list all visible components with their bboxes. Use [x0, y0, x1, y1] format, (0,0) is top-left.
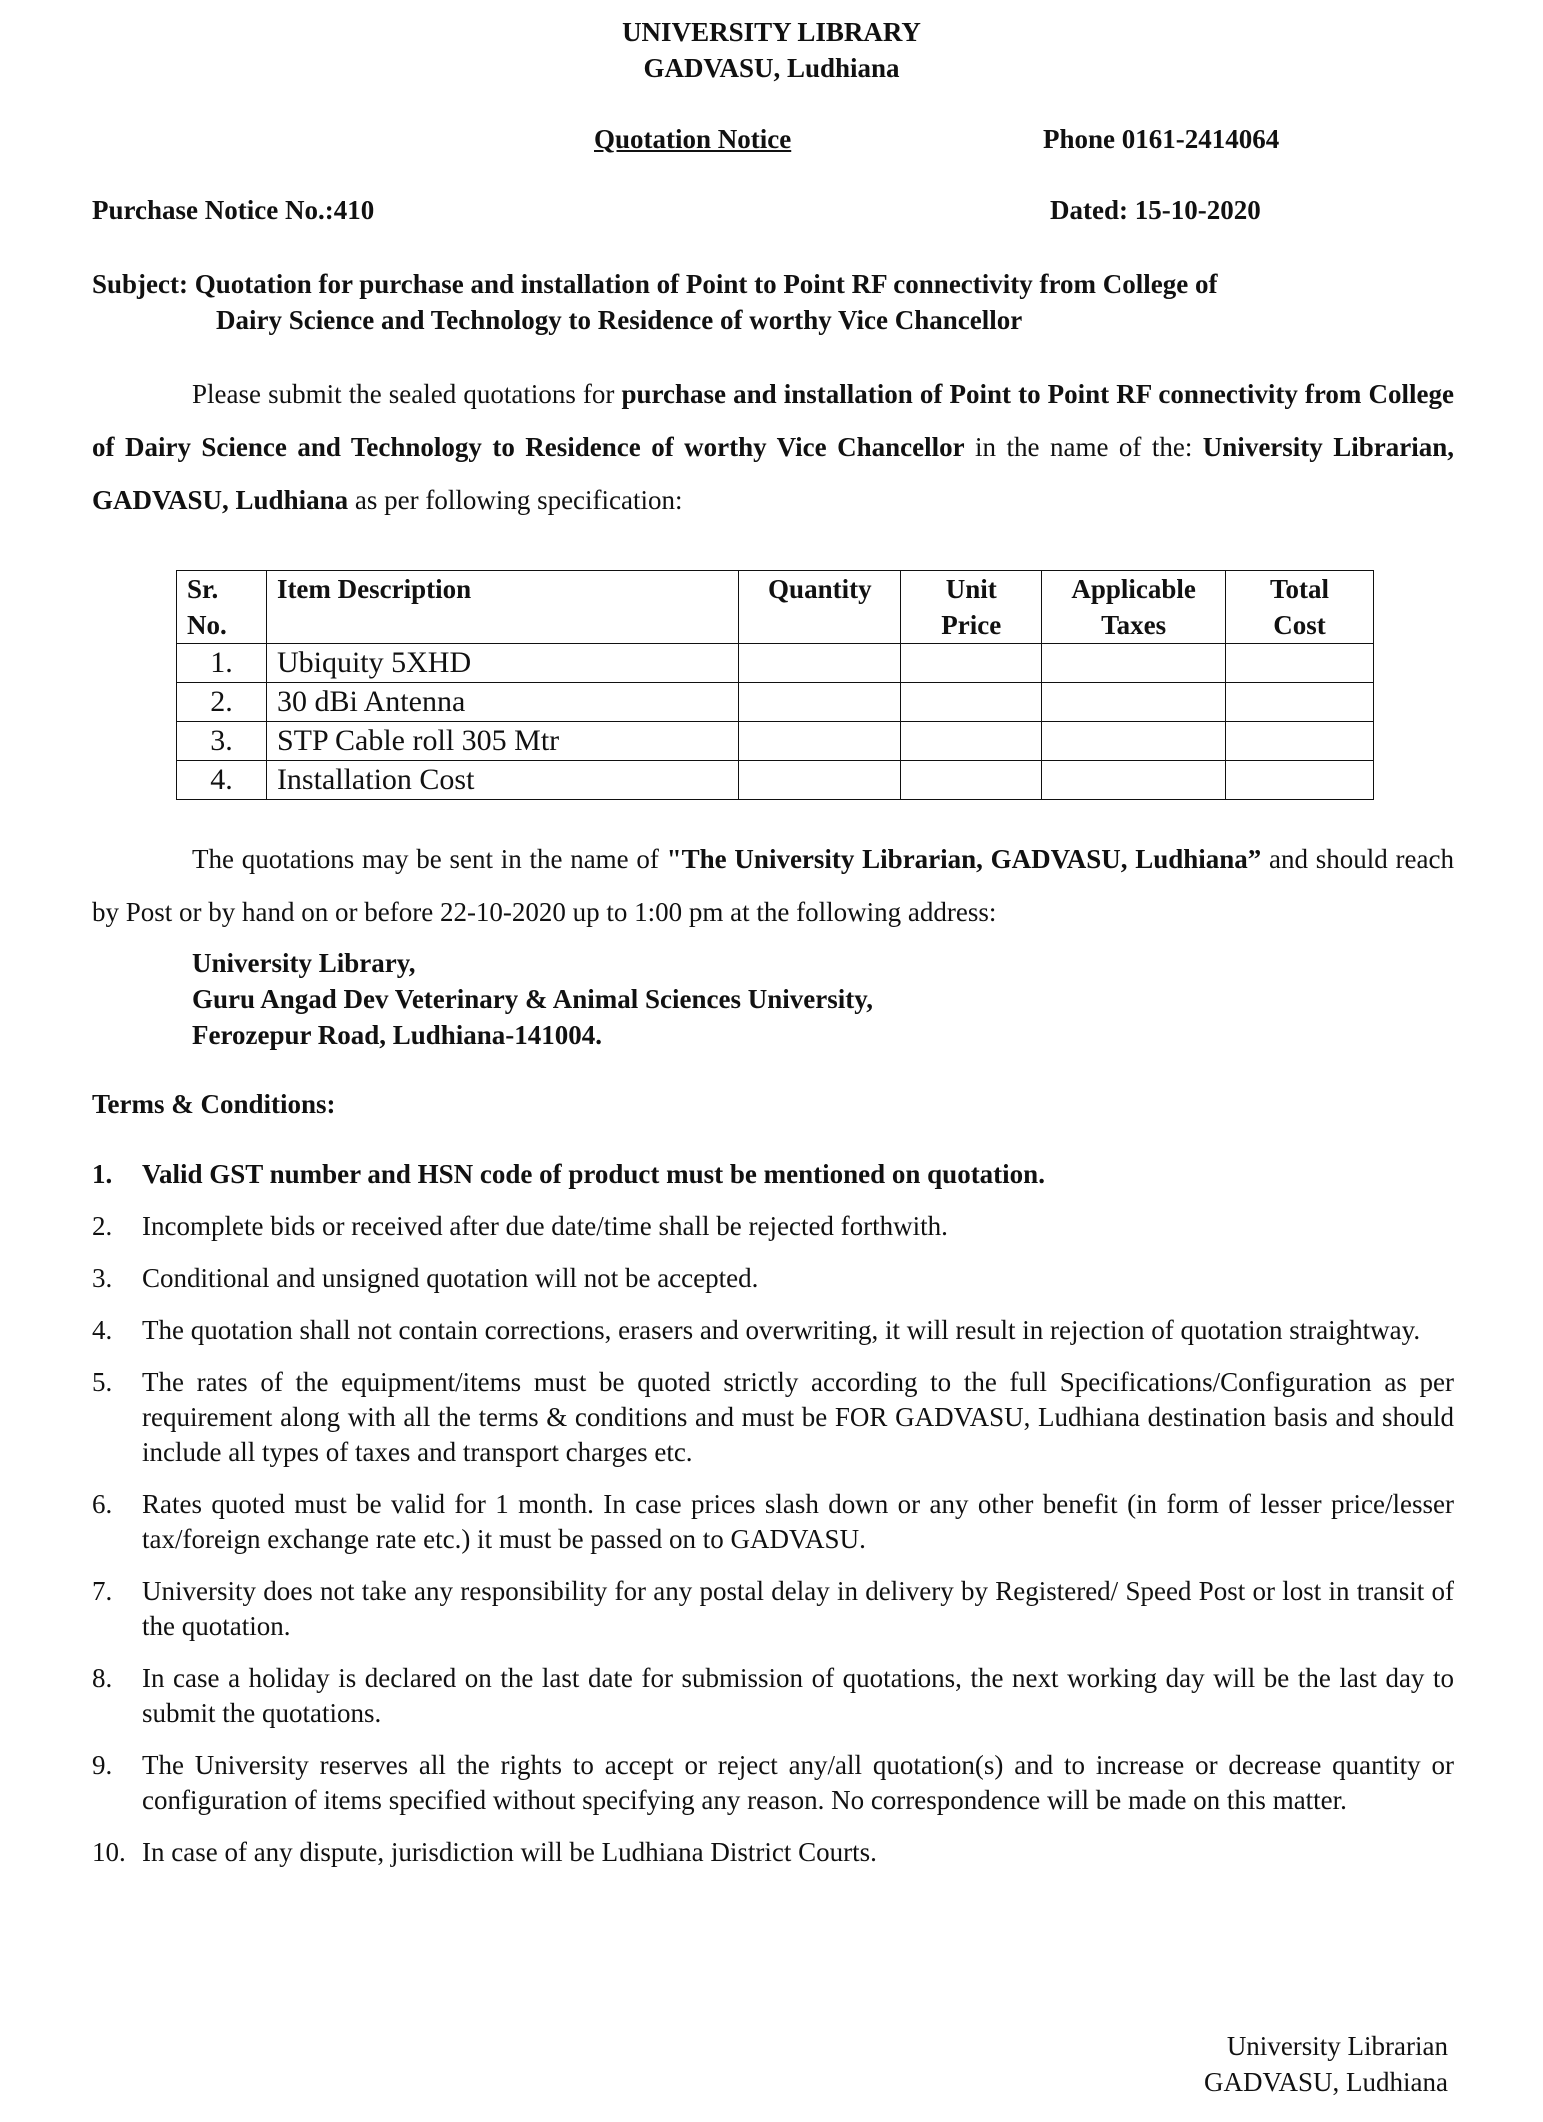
row-unit-price-cell [901, 644, 1042, 683]
list-item: 6. Rates quoted must be valid for 1 month. In case prices slash down or any other benefit (in form of lesser price/lesser tax/foreign exchange rate etc.) it must be passed on to GADVASU. [92, 1489, 1454, 1554]
letterhead [0, 14, 1543, 86]
submission-paragraph: The quotations may be sent in the name of "The University Librarian, GADVASU, Ludhiana” and should reach by Post or by hand on or before 22-10-2020 up to 1:00 pm at the following address: [92, 844, 1454, 927]
org-location: GADVASU, Ludhiana [643, 53, 900, 83]
row-total-cell [1226, 644, 1374, 683]
header-sr-no: Sr. No. [177, 571, 267, 644]
signatory-org: GADVASU, Ludhiana [1204, 2067, 1448, 2097]
subject-label: Subject: [92, 269, 188, 299]
row-item: Installation Cost [266, 761, 738, 800]
list-item: 9. The University reserves all the rights to accept or reject any/all quotation(s) and to increase or decrease quantity or configuration of items specified without specifying any reason. No correspondence will be made on this matter. [92, 1750, 1454, 1815]
address-line-1: University Library, [192, 948, 416, 978]
signatory-title: University Librarian [1226, 2031, 1448, 2061]
notice-date: Dated: 15-10-2020 [1050, 195, 1261, 225]
list-item: 10. In case of any dispute, jurisdiction will be Ludhiana District Courts. [92, 1837, 877, 1867]
address-line-3: Ferozepur Road, Ludhiana-141004. [192, 1020, 603, 1050]
org-name: UNIVERSITY LIBRARY [622, 17, 921, 47]
row-item: 30 dBi Antenna [266, 683, 738, 722]
row-sr-no: 4. [177, 761, 267, 800]
list-item: 5. The rates of the equipment/items must be quoted strictly according to the full Specifications/Configuration as per requirement along with all the terms & conditions and must be FOR GADVASU, Ludhiana destination basis and should include all types of taxes and transport charges etc. [92, 1367, 1454, 1467]
subject [92, 266, 1217, 338]
table-row [177, 644, 1374, 683]
row-taxes-cell [1042, 761, 1226, 800]
row-total-cell [1226, 683, 1374, 722]
address-line-2: Guru Angad Dev Veterinary & Animal Sciences University, [192, 984, 873, 1014]
list-item: 4. The quotation shall not contain corrections, erasers and overwriting, it will result in rejection of quotation straightway. [92, 1315, 1421, 1345]
row-item: Ubiquity 5XHD [266, 644, 738, 683]
row-quantity-cell [739, 761, 901, 800]
row-taxes-cell [1042, 683, 1226, 722]
subject-line-1: Quotation for purchase and installation of Point to Point RF connectivity from College of [194, 269, 1218, 299]
row-sr-no: 3. [177, 722, 267, 761]
table-header-row [177, 571, 1374, 644]
list-item: 3. Conditional and unsigned quotation will not be accepted. [92, 1263, 759, 1293]
subject-line-2: Dairy Science and Technology to Residence of worthy Vice Chancellor [216, 305, 1023, 335]
table-row [177, 761, 1374, 800]
row-total-cell [1226, 761, 1374, 800]
row-item: STP Cable roll 305 Mtr [266, 722, 738, 761]
list-item: 1. Valid GST number and HSN code of product must be mentioned on quotation. [92, 1159, 1045, 1189]
row-quantity-cell [739, 683, 901, 722]
list-item: 7. University does not take any responsibility for any postal delay in delivery by Registered/ Speed Post or lost in transit of the quotation. [92, 1576, 1454, 1641]
row-quantity-cell [739, 644, 901, 683]
header-total-cost: Total Cost [1226, 571, 1374, 644]
header-item-description: Item Description [266, 571, 738, 644]
terms-heading: Terms & Conditions: [92, 1089, 336, 1119]
row-total-cell [1226, 722, 1374, 761]
purchase-notice-number: Purchase Notice No.:410 [92, 195, 375, 225]
notice-title: Quotation Notice [594, 124, 792, 154]
row-sr-no: 1. [177, 644, 267, 683]
row-quantity-cell [739, 722, 901, 761]
phone-number: Phone 0161-2414064 [1043, 124, 1280, 154]
header-quantity: Quantity [739, 571, 901, 644]
terms-list [92, 1157, 1454, 1887]
row-taxes-cell [1042, 644, 1226, 683]
header-unit-price: Unit Price [901, 571, 1042, 644]
list-item: 8. In case a holiday is declared on the last date for submission of quotations, the next working day will be the last day to submit the quotations. [92, 1663, 1454, 1728]
table-row [177, 683, 1374, 722]
row-unit-price-cell [901, 761, 1042, 800]
table-row [177, 722, 1374, 761]
row-sr-no: 2. [177, 683, 267, 722]
row-unit-price-cell [901, 683, 1042, 722]
list-item: 2. Incomplete bids or received after due date/time shall be rejected forthwith. [92, 1211, 948, 1241]
signature-block [1204, 2028, 1448, 2100]
row-taxes-cell [1042, 722, 1226, 761]
specification-table [176, 570, 1374, 800]
intro-paragraph: Please submit the sealed quotations for purchase and installation of Point to Point RF connectivity from College of Dairy Science and Technology to Residence of worthy Vice Chancellor in the name of the: University Librarian, GADVASU, Ludhiana as per following specification: [92, 379, 1455, 515]
mailing-address [192, 945, 873, 1053]
row-unit-price-cell [901, 722, 1042, 761]
header-applicable-taxes: Applicable Taxes [1042, 571, 1226, 644]
